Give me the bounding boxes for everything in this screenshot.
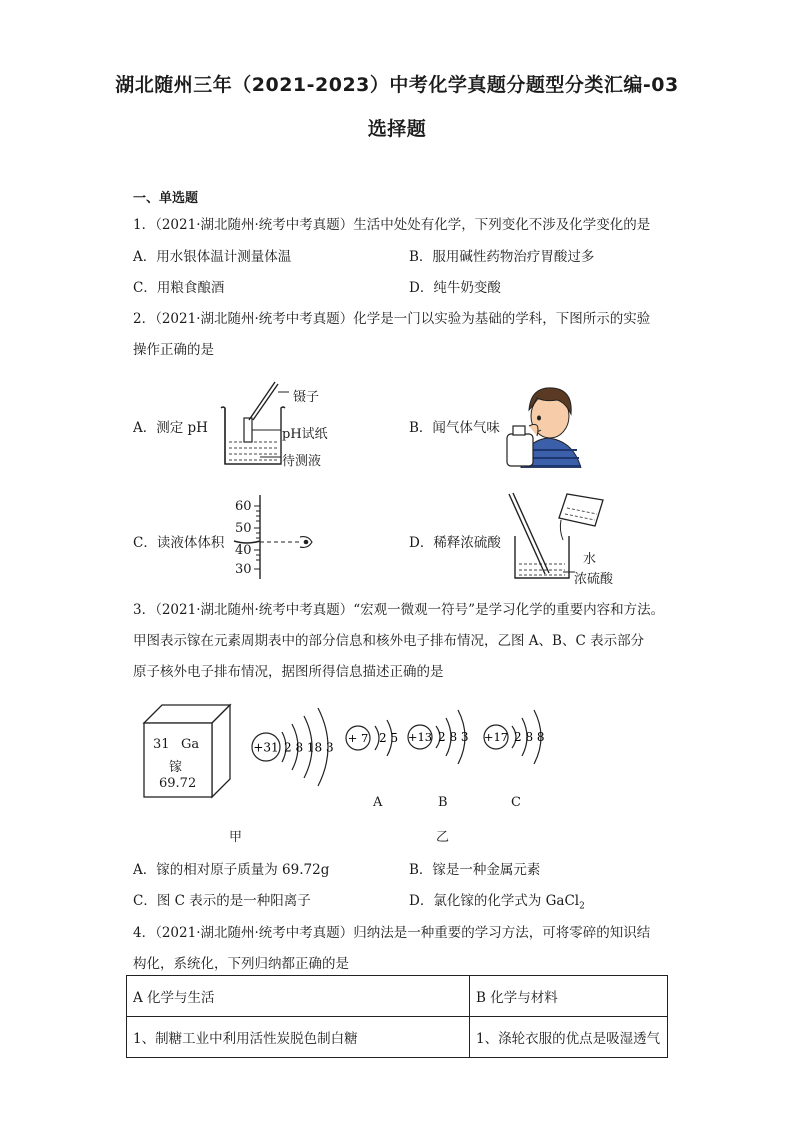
q4-stem-line1: 4．（2021·湖北随州·统考中考真题）归纳法是一种重要的学习方法，可将零碎的知识结 — [133, 925, 651, 941]
q2-stem-line2: 操作正确的是 — [133, 342, 214, 358]
q4-stem-line2: 构化，系统化，下列归纳都正确的是 — [133, 956, 349, 972]
table-header-b: B 化学与材料 — [470, 976, 668, 1017]
atom-b-nucleus: +13 — [407, 730, 433, 744]
table-header-row — [127, 976, 668, 1017]
q3-option-c: C．图 C 表示的是一种阳离子 — [133, 893, 311, 909]
element-mass: 69.72 — [159, 776, 197, 791]
atom-c-diagram — [480, 704, 558, 770]
document-title-line1: 湖北随州三年（2021-2023）中考化学真题分题型分类汇编-03 — [115, 74, 679, 96]
q3-stem-line2: 甲图表示镓在元素周期表中的部分信息和核外电子排布情况，乙图 A、B、C 表示部分 — [133, 633, 645, 649]
q1-option-c: C．用粮食酿酒 — [133, 280, 225, 296]
q3-option-d-subscript: 2 — [579, 901, 585, 912]
figc-tick-40: 40 — [235, 543, 252, 558]
q3-option-b: B．镓是一种金属元素 — [409, 862, 541, 878]
figure-yi-caption: 乙 — [436, 830, 450, 845]
atom-b-diagram — [404, 704, 480, 770]
figure-jia-caption: 甲 — [229, 830, 243, 845]
table-cell-b1: 1、涤轮衣服的优点是吸湿透气 — [470, 1017, 668, 1058]
figc-tick-30: 30 — [235, 562, 252, 577]
q2-option-d: D．稀释浓硫酸 — [409, 535, 501, 551]
q3-option-a: A．镓的相对原子质量为 69.72g — [133, 862, 330, 878]
ga-nucleus: +31 — [253, 740, 279, 755]
figc-tick-50: 50 — [235, 521, 252, 536]
q2-stem-line1: 2．（2021·湖北随州·统考中考真题）化学是一门以实验为基础的学科，下图所示的实验 — [133, 311, 651, 327]
ga-electrons: 2 8 18 3 — [284, 740, 334, 755]
document-title-line2: 选择题 — [367, 118, 427, 140]
figd-label-acid: 浓硫酸 — [574, 572, 614, 587]
smell-gas-figure — [503, 380, 585, 468]
q1-option-d: D．纯牛奶变酸 — [409, 280, 501, 296]
atom-b-label: B — [438, 795, 448, 810]
element-number: 31 — [153, 737, 170, 752]
q3-stem-line1: 3．（2021·湖北随州·统考中考真题）“宏观一微观一符号”是学习化学的重要内容和方法。 — [133, 602, 665, 618]
q3-option-d-text: D．氯化镓的化学式为 GaCl — [409, 893, 580, 909]
atom-c-electrons: 2 8 8 — [514, 730, 545, 744]
q3-option-d — [409, 889, 585, 912]
atom-c-label: C — [511, 795, 521, 810]
element-name: 镓 — [169, 760, 183, 775]
figa-label-ph-paper: pH试纸 — [282, 427, 328, 442]
table-header-a: A 化学与生活 — [127, 976, 470, 1017]
figa-label-liquid: 待测液 — [282, 454, 322, 469]
atom-a-label: A — [373, 795, 383, 810]
q2-option-b: B．闻气体气味 — [409, 420, 500, 436]
gallium-atom-diagram — [248, 702, 348, 792]
q2-option-a: A．测定 pH — [133, 420, 208, 436]
atom-b-electrons: 2 8 3 — [438, 730, 469, 744]
atom-a-diagram — [343, 710, 413, 766]
atom-a-electrons: 2 5 — [379, 731, 399, 745]
figc-tick-60: 60 — [235, 499, 252, 514]
atom-a-nucleus: + 7 — [347, 731, 369, 745]
section-heading: 一、单选题 — [133, 191, 199, 206]
q1-stem: 1．（2021·湖北随州·统考中考真题）生活中处处有化学，下列变化不涉及化学变化的是 — [133, 217, 651, 233]
figa-label-tweezers: 镊子 — [293, 390, 320, 405]
figd-label-water: 水 — [583, 552, 597, 567]
q1-option-b: B．服用碱性药物治疗胃酸过多 — [409, 249, 595, 265]
element-symbol: Ga — [181, 737, 200, 752]
q4-summary-table — [126, 975, 668, 1058]
q1-option-a: A．用水银体温计测量体温 — [133, 249, 292, 265]
atom-c-nucleus: +17 — [483, 730, 509, 744]
table-row — [127, 1017, 668, 1058]
q2-option-c: C．读液体体积 — [133, 535, 225, 551]
q3-stem-line3: 原子核外电子排布情况，据图所得信息描述正确的是 — [133, 664, 444, 680]
table-cell-a1: 1、制糖工业中利用活性炭脱色制白糖 — [127, 1017, 470, 1058]
